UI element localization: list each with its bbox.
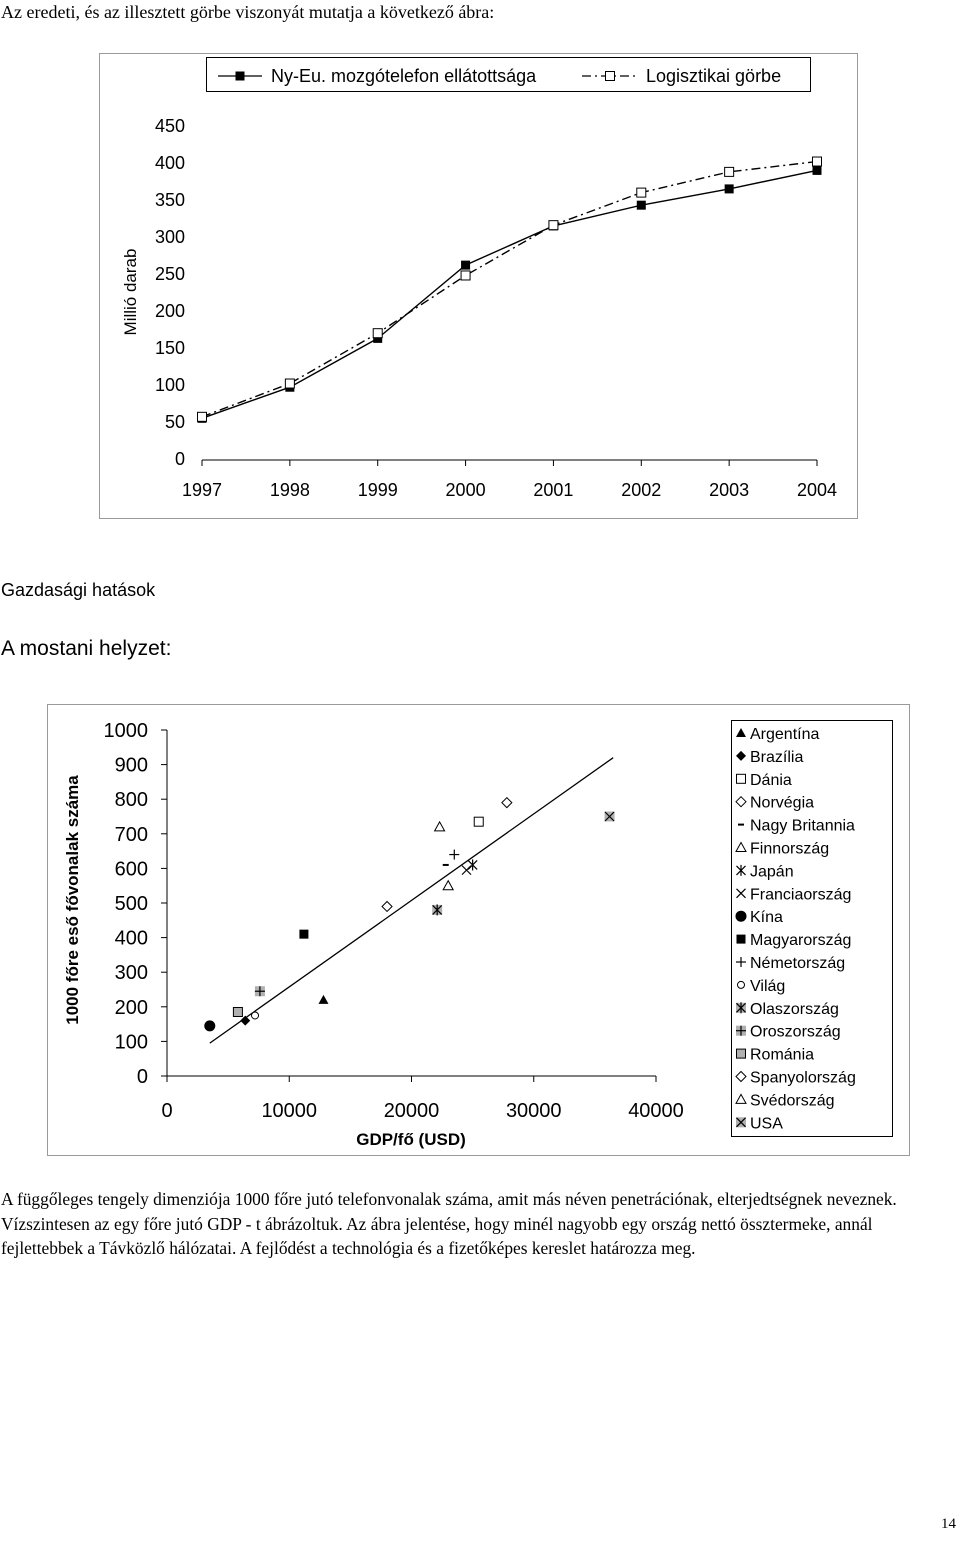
- legend-marker: [736, 1117, 746, 1127]
- data-point: [474, 817, 483, 826]
- legend-label: Norvégia: [750, 794, 815, 812]
- legend-label: Brazília: [750, 748, 804, 766]
- legend-label: Finnország: [750, 840, 830, 858]
- legend-label: Nagy Britannia: [750, 817, 855, 835]
- y-tick-label: 350: [154, 190, 185, 210]
- legend-label: Japán: [750, 863, 794, 881]
- x-tick-label: 2000: [445, 480, 486, 500]
- legend-marker: [736, 1026, 746, 1036]
- legend-marker: [736, 1002, 746, 1013]
- x-tick-label: 2004: [796, 480, 838, 500]
- legend-label: Kína: [750, 909, 783, 927]
- data-point: [605, 812, 615, 822]
- legend-marker: [736, 911, 747, 922]
- legend-label: Románia: [750, 1046, 815, 1064]
- x-tick-label: 2002: [621, 480, 662, 500]
- legend-label: USA: [750, 1115, 783, 1133]
- legend-label: Svédország: [750, 1092, 835, 1110]
- y-tick-label: 250: [154, 264, 185, 284]
- y-tick-label: 50: [164, 412, 185, 432]
- section-subtitle: A mostani helyzet:: [1, 637, 172, 660]
- legend-label: Franciaország: [750, 886, 852, 904]
- x-tick-label: 10000: [261, 1100, 318, 1122]
- legend-marker: [737, 774, 746, 783]
- legend-label-series-1: Ny-Eu. mozgótelefon ellátottsága: [271, 66, 537, 86]
- data-point: [252, 1012, 259, 1019]
- y-tick-label: 0: [136, 1066, 148, 1088]
- legend-label: Oroszország: [750, 1023, 841, 1041]
- legend-marker: [737, 935, 746, 944]
- page-number: 14: [941, 1516, 956, 1532]
- data-point: [204, 1020, 215, 1031]
- data-point: [233, 1007, 242, 1016]
- description-paragraph: A függőleges tengely dimenziója 1000 főre jutó telefonvonalak száma, amit más néven penetrációnak, elterjedtségnek neveznek. Vízszintesen az egy főre jutó GDP - t ábrázoltuk. Az ábra jelentése, hogy minél nagyobb egy ország nettó össztermeke, annál fejlettebbek a Távközlő hálózatai. A fejlődést a technológia és a fizetőképes kereslet határozza meg.: [1, 1189, 897, 1258]
- y-tick-label: 0: [174, 449, 185, 469]
- y-tick-label: 100: [154, 375, 185, 395]
- data-point: [432, 904, 442, 915]
- x-tick-label: 1997: [181, 480, 223, 500]
- legend-label: Dánia: [750, 771, 792, 789]
- legend-label: Spanyolország: [750, 1069, 856, 1087]
- legend-label: Argentína: [750, 726, 820, 743]
- x-tick-label: 1999: [357, 480, 398, 500]
- x-tick-label: 30000: [505, 1100, 562, 1122]
- x-tick-label: 2003: [709, 480, 750, 500]
- legend-label: Németország: [750, 955, 846, 972]
- y-tick-label: 200: [154, 301, 185, 321]
- y-tick-label: 1000: [103, 720, 148, 742]
- x-tick-label: 2001: [533, 480, 574, 500]
- y-tick-label: 600: [114, 858, 148, 881]
- legend-label: Olaszország: [750, 1000, 839, 1018]
- x-axis-label: GDP/fő (USD): [356, 1130, 466, 1149]
- y-tick-label: 450: [154, 116, 185, 136]
- y-tick-label: 700: [114, 823, 148, 846]
- y-tick-label: 500: [114, 893, 148, 915]
- y-tick-label: 900: [114, 754, 148, 777]
- x-tick-label: 1998: [269, 480, 310, 500]
- y-tick-label: 200: [114, 996, 148, 1019]
- x-tick-label: 40000: [628, 1100, 684, 1122]
- x-tick-label: 0: [161, 1100, 173, 1122]
- y-tick-label: 300: [114, 962, 148, 985]
- legend-label: Világ: [750, 977, 786, 995]
- x-tick-label: 20000: [383, 1100, 440, 1122]
- y-tick-label: 400: [114, 927, 148, 950]
- y-axis-label: 1000 főre eső fővonalak száma: [63, 775, 82, 1025]
- data-point: [299, 930, 308, 939]
- legend-label: Magyarország: [750, 932, 852, 950]
- legend-marker: [737, 1049, 746, 1058]
- legend-label-series-2: Logisztikai görbe: [646, 66, 782, 86]
- y-tick-label: 300: [154, 227, 185, 247]
- intro-text: Az eredeti, és az illesztett görbe viszonyát mutatja a következő ábra:: [1, 2, 495, 22]
- y-axis-label: Millió darab: [121, 248, 140, 336]
- y-tick-label: 150: [154, 338, 185, 358]
- y-tick-label: 400: [154, 153, 185, 173]
- section-title: Gazdasági hatások: [1, 580, 156, 600]
- legend-marker: [738, 981, 745, 988]
- data-point: [255, 986, 265, 996]
- legend: [732, 721, 893, 1137]
- y-tick-label: 800: [114, 789, 148, 812]
- y-tick-label: 100: [114, 1031, 148, 1054]
